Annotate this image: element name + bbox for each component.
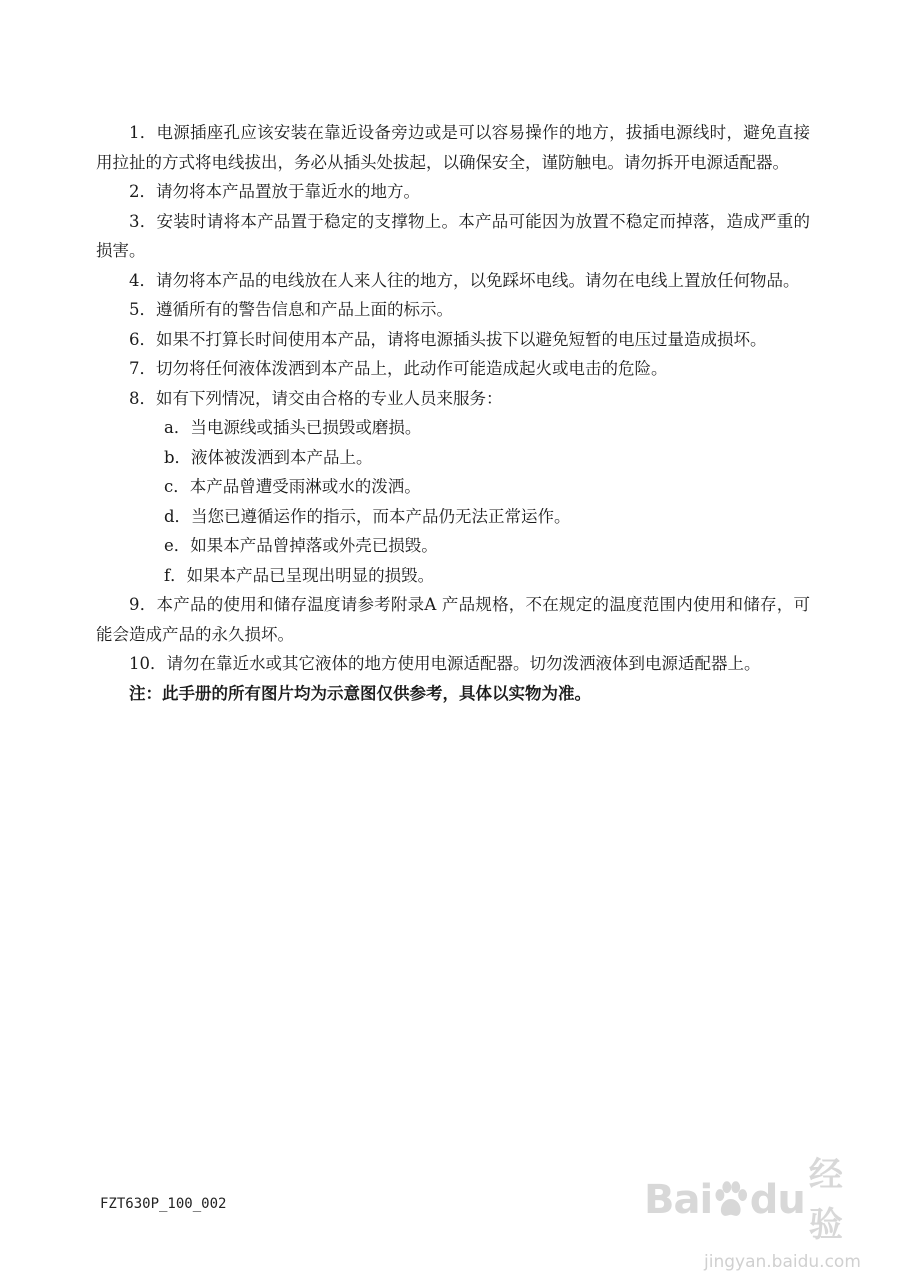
instruction-5: 5．遵循所有的警告信息和产品上面的标示。	[129, 300, 453, 319]
sub-item-f: f．如果本产品已呈现出明显的损毁。	[164, 565, 435, 585]
instruction-9: 9．本产品的使用和储存温度请参考附录A 产品规格，不在规定的温度范围内使用和储存，可能会造成产品的永久损坏。	[96, 595, 810, 644]
baidu-jingyan-watermark	[644, 1150, 874, 1272]
instruction-10: 10．请勿在靠近水或其它液体的地方使用电源适配器。切勿泼洒液体到电源适配器上。	[129, 654, 761, 673]
sub-item-d: d．当您已遵循运作的指示，而本产品仍无法正常运作。	[164, 506, 571, 526]
instruction-7: 7．切勿将任何液体泼洒到本产品上，此动作可能造成起火或电击的危险。	[129, 359, 668, 378]
sub-item-a: a．当电源线或插头已损毁或磨损。	[164, 418, 422, 437]
watermark-brand: Bai	[644, 1177, 713, 1223]
instruction-4: 4．请勿将本产品的电线放在人来人往的地方，以免踩坏电线。请勿在电线上置放任何物品。	[129, 270, 800, 290]
sub-item-c: c．本产品曾遭受雨淋或水的泼洒。	[164, 477, 421, 496]
watermark-logo	[644, 1150, 874, 1250]
watermark-product: 经验	[808, 1155, 842, 1245]
sub-item-e: e．如果本产品曾掉落或外壳已损毁。	[164, 536, 438, 555]
instruction-3: 3．安装时请将本产品置于稳定的支撑物上。本产品可能因为放置不稳定而掉落，造成严重的损害。	[96, 211, 810, 260]
instruction-8: 8．如有下列情况，请交由合格的专业人员来服务：	[129, 388, 503, 408]
instruction-6: 6．如果不打算长时间使用本产品，请将电源插头拔下以避免短暂的电压过量造成损坏。	[129, 329, 767, 349]
paw-icon	[714, 1181, 748, 1219]
sub-item-b: b．液体被泼洒到本产品上。	[164, 447, 373, 467]
document-code: FZT630P_100_002	[100, 1196, 227, 1212]
instruction-2: 2．请勿将本产品置放于靠近水的地方。	[129, 182, 420, 201]
watermark-url: jingyan.baidu.com	[704, 1252, 861, 1272]
disclaimer-note: 注：此手册的所有图片均为示意图仅供参考，具体以实物为准。	[129, 683, 591, 703]
safety-instructions	[96, 118, 810, 708]
watermark-brand-suffix: du	[749, 1177, 805, 1223]
instruction-1: 1．电源插座孔应该安装在靠近设备旁边或是可以容易操作的地方，拔插电源线时，避免直接用拉扯的方式将电线拔出，务必从插头处拔起，以确保安全，谨防触电。请勿拆开电源适配器。	[96, 123, 810, 172]
